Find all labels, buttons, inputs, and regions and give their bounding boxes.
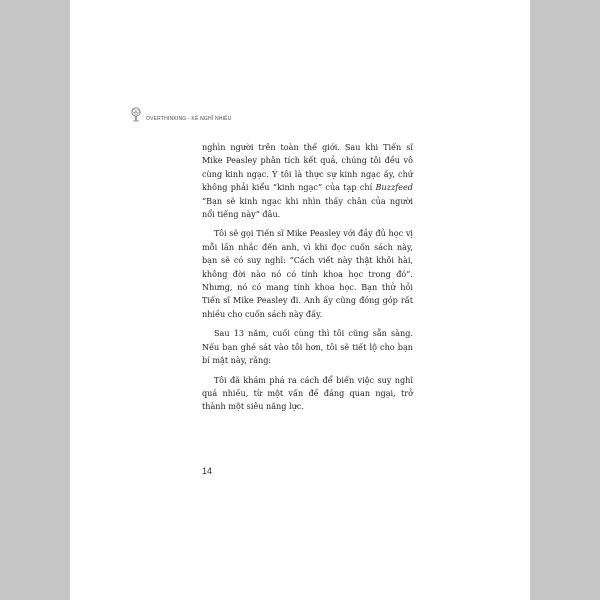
paragraph-4: Tôi đã khám phá ra cách để biến việc suy nghĩ quá nhiều, từ một vấn đề đáng quan ngại, trở thành một siêu năng lực. (202, 374, 413, 412)
left-margin-panel (0, 0, 70, 600)
running-header (130, 107, 232, 122)
page-number: 14 (202, 466, 213, 476)
paragraph-2: Tôi sẽ gọi Tiến sĩ Mike Peasley với đầy đủ học vị mỗi lần nhắc đến anh, vì khi đọc cuốn sách này, bạn sẽ có suy nghĩ: “Cách viết này thật khôi hài, không đời nào nó có tính khoa học trong đó”. Nhưng, nó có mang tính khoa học. Bạn thử hỏi Tiến sĩ Mike Peasley đi. Anh ấy cũng đóng góp rất nhiều cho cuốn sách này đấy. (202, 228, 413, 319)
running-head-title: OVERTHINKING - KẺ NGHĨ NHIỀU (146, 116, 232, 122)
paragraph-1 (202, 141, 413, 221)
right-margin-panel (530, 0, 600, 600)
tree-logo-icon (130, 107, 142, 122)
paragraph-3: Sau 13 năm, cuối cùng thì tôi cũng sẵn sàng. Nếu bạn ghé sát vào tôi hơn, tôi sẽ tiết lộ cho bạn bí mật này, rằng: (202, 328, 413, 366)
paragraph-1-text: nghìn người trên toàn thế giới. Sau khi Tiến sĩ Mike Peasley phân tích kết quả, chúng tôi đều vô cùng kinh ngạc. Ý tôi là thực sự kinh ngạc ấy, chứ không phải kiểu “kinh ngạc” của tạp chí (202, 142, 413, 193)
body-text (202, 141, 413, 420)
italic-title: Buzzfeed (375, 182, 413, 193)
paragraph-1-tail: “Bạn sẽ kinh ngạc khi nhìn thấy chân của người nổi tiếng này” đâu. (202, 195, 413, 220)
